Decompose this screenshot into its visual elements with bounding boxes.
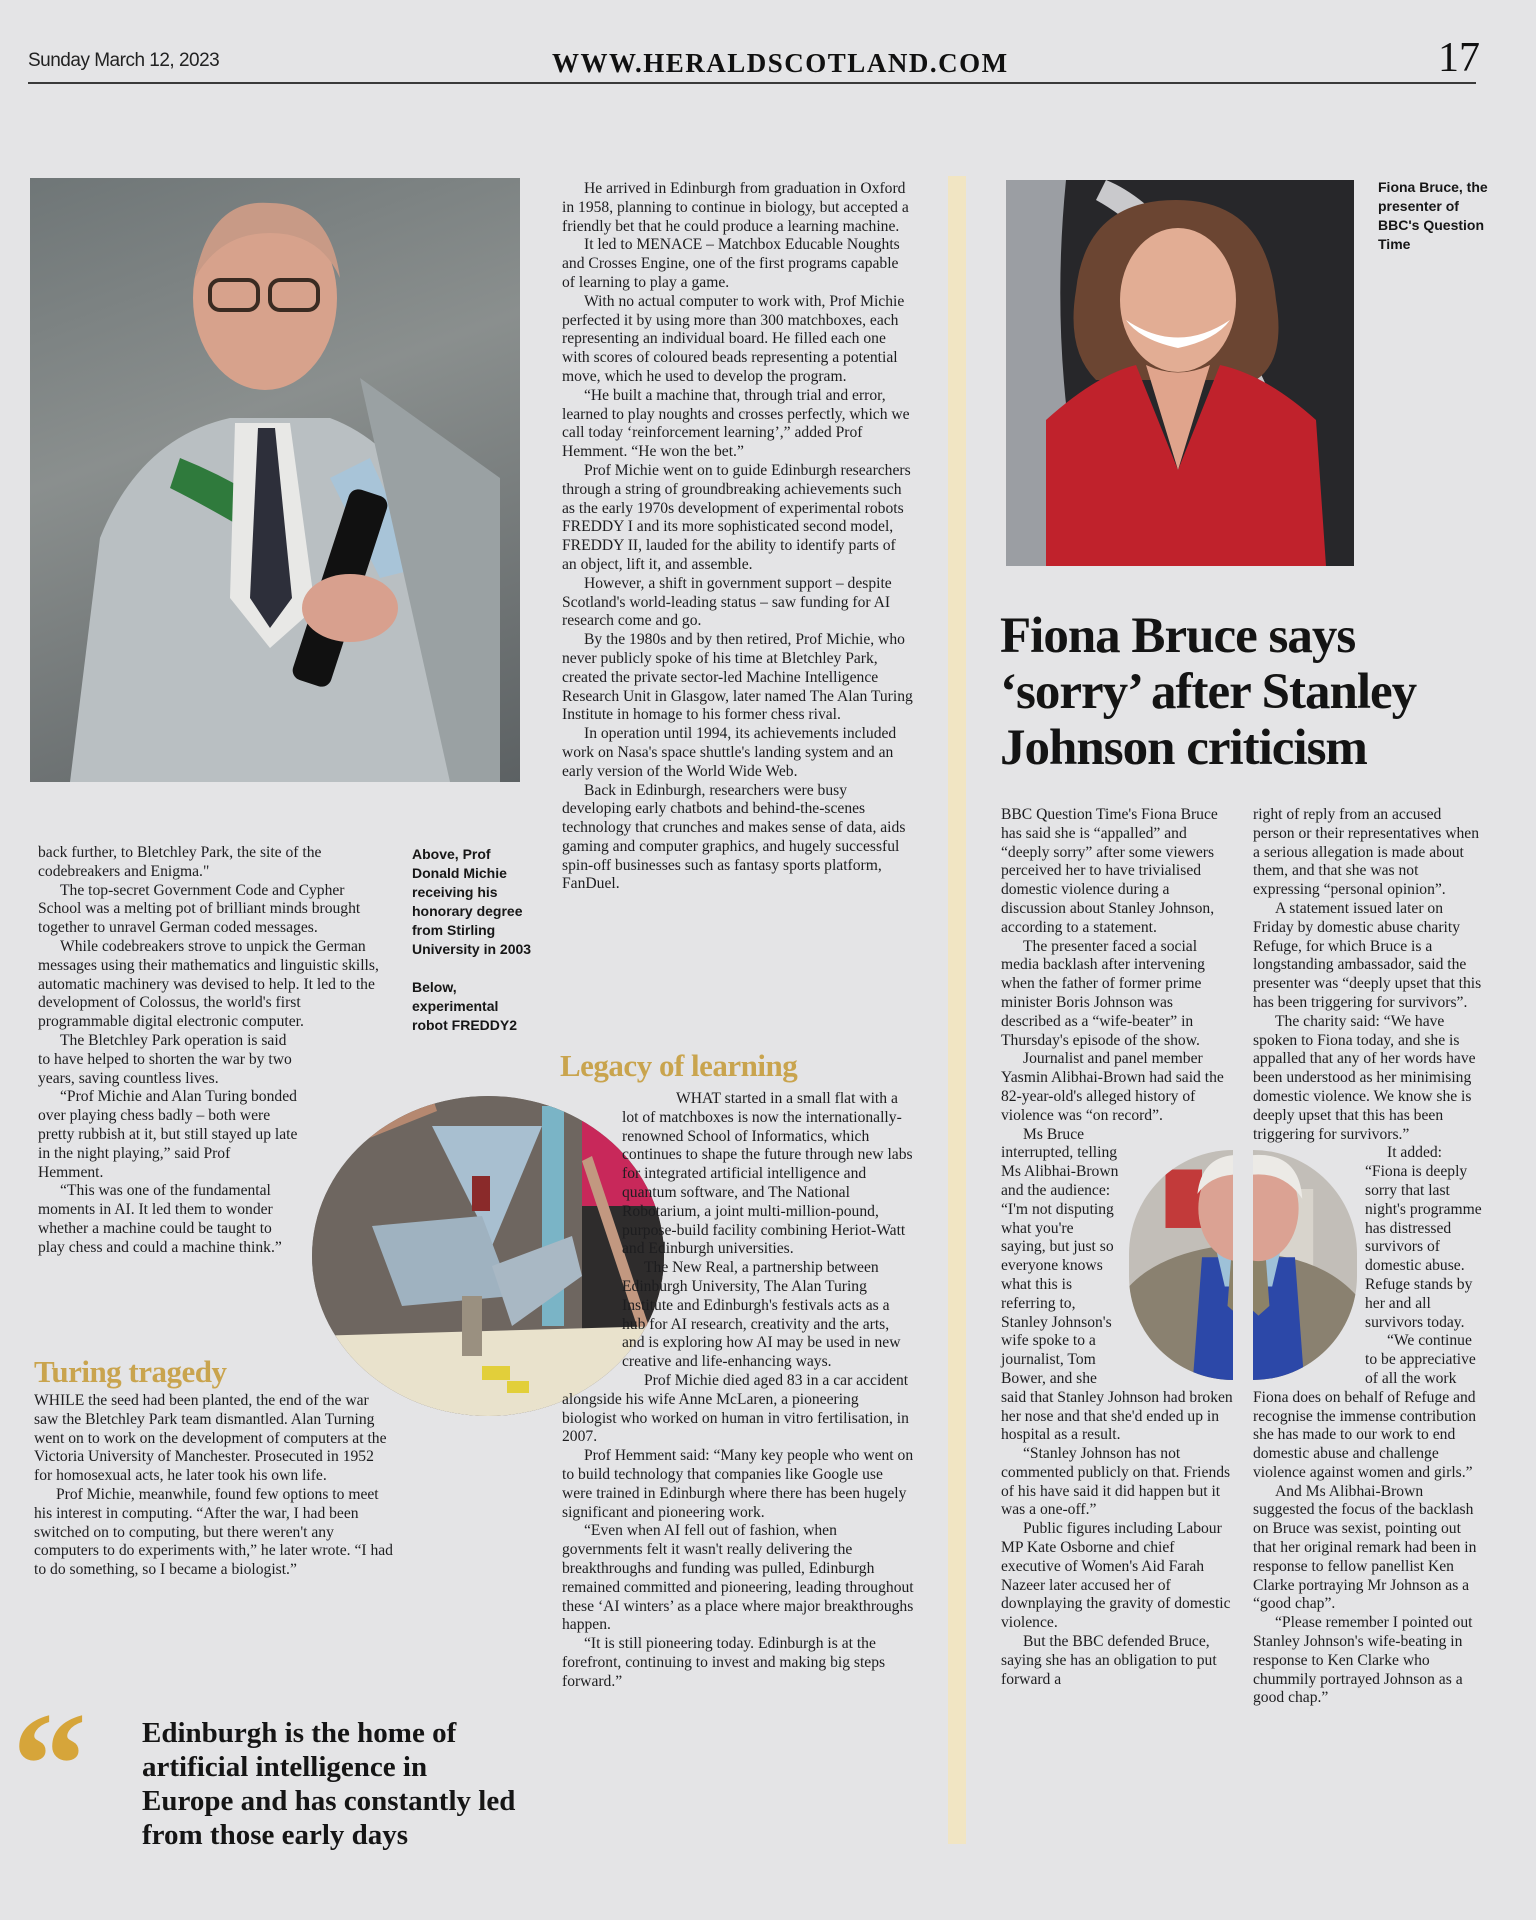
michie-photo-captions	[412, 845, 534, 1054]
pull-quote: Edinburgh is the home of artificial intelligence in Europe and has constantly led from those early days	[142, 1717, 516, 1851]
michie-column-2	[562, 180, 914, 894]
paragraph: back further, to Bletchley Park, the site of the codebreakers and Enigma."	[38, 844, 322, 880]
portrait-photo-icon	[1006, 180, 1354, 566]
paragraph: WHILE the seed had been planted, the end of the war saw the Bletchley Park team dismantled. Alan Turning went on to work on the development of computers at the Victoria University of Manchester. Prosecuted in 1952 for homosexual acts, he later took his own life.	[34, 1392, 387, 1485]
paragraph: However, a shift in government support – despite Scotland's world-leading status – saw funding for AI research come and go.	[562, 574, 892, 630]
robot-photo-caption: Below, experimental robot FREDDY2	[412, 979, 517, 1033]
quote-mark-icon: “	[12, 1682, 87, 1848]
paragraph: “It is still pioneering today. Edinburgh is at the forefront, continuing to invest and making big steps forward.”	[562, 1635, 886, 1690]
paragraph: With no actual computer to work with, Prof Michie perfected it by using more than 300 matchboxes, each representing an individual board. He filled each one with scores of coloured beads representing a potential move, which he used to develop the program.	[562, 292, 905, 385]
page-number: 17	[1438, 35, 1480, 81]
graduation-photo-caption: Above, Prof Donald Michie receiving his honorary degree from Stirling University in 2003	[412, 846, 532, 957]
column-divider	[948, 176, 966, 1844]
issue-date: Sunday March 12, 2023	[28, 50, 220, 71]
paragraph: While codebreakers strove to unpick the German messages using their mathematics and linguistic skills, automatic machinery was devised to help. It led to the development of Colossus, the world's first programmable digital electronic computer.	[38, 937, 379, 1031]
paragraph: “This was one of the fundamental moments in AI. It led them to wonder whether a machine could be taught to play chess and could a machine think.”	[38, 1182, 282, 1256]
paragraph: A statement issued later on Friday by domestic abuse charity Refuge, for which Bruce is a longstanding ambassador, said the presenter was “deeply upset that this has been triggering for survivors”.	[1253, 899, 1482, 1011]
bruce-column-2	[1253, 806, 1485, 1708]
paragraph: Prof Michie died aged 83 in a car accident alongside his wife Anne McLaren, a pioneering biologist who worked on human in vitro fertilisation, in 2007.	[562, 1371, 909, 1446]
paragraph: Prof Hemment said: “Many key people who went on to build technology that companies like Google use were trained in Edinburgh where there has been hugely significant and pioneering work.	[562, 1447, 914, 1521]
bruce-column-1	[1001, 806, 1233, 1689]
paragraph: He arrived in Edinburgh from graduation in Oxford in 1958, planning to continue in biology, but accepted a friendly bet that he could produce a learning machine.	[562, 180, 909, 235]
stanley-johnson-photo	[1129, 1150, 1233, 1380]
paragraph: By the 1980s and by then retired, Prof Michie, who never publicly spoke of his time at Bletchley Park, created the private sector-led Machine Intelligence Research Unit in Glasgow, later named The Alan Turing Institute in homage to his former chess rival.	[562, 631, 913, 724]
paragraph: “Please remember I pointed out Stanley Johnson's wife-beating in response to Ken Clarke who chummily portrayed Johnson as a good chap.”	[1253, 1614, 1473, 1707]
subhead-legacy-of-learning: Legacy of learning	[560, 1048, 798, 1083]
paragraph: The top-secret Government Code and Cypher School was a melting pot of brilliant minds brought together to unravel German coded messages.	[38, 881, 361, 937]
legacy-section	[562, 1090, 914, 1692]
paragraph: And Ms Alibhai-Brown suggested the focus of the backlash on Bruce was sexist, pointing out that her original remark had been in response to fellow panellist Ken Clarke portraying Mr Johnson as a “good chap”.	[1253, 1482, 1477, 1613]
paragraph: “Stanley Johnson has not commented publicly on that. Friends of his have said it did happen but it was a one-off.”	[1001, 1445, 1231, 1519]
masthead-rule	[28, 82, 1476, 84]
fiona-photo-caption: Fiona Bruce, the presenter of BBC's Question Time	[1378, 179, 1488, 252]
paragraph: “Even when AI fell out of fashion, when governments felt it wasn't really delivering the breakthroughs and funding was pulled, Edinburgh remained committed and pioneering, leading throughout these ‘AI winters’ as a place where major breakthroughs happen.	[562, 1522, 914, 1634]
paragraph: The New Real, a partnership between Edinburgh University, The Alan Turing Institute and Edinburgh's festivals acts as a hub for AI research, creativity and the arts, and is exploring how AI may be used in new creative and life-enhancing ways.	[622, 1259, 901, 1371]
portrait-photo-icon	[30, 178, 520, 782]
portrait-photo-icon	[1253, 1150, 1357, 1380]
michie-graduation-photo	[30, 178, 520, 782]
website-url[interactable]: WWW.HERALDSCOTLAND.COM	[552, 48, 1009, 78]
subhead-turing-tragedy: Turing tragedy	[34, 1354, 227, 1389]
paragraph: “Prof Michie and Alan Turing bonded over playing chess badly – both were pretty rubbish at it, but still stayed up late in the night playing,” said Prof Hemment.	[38, 1088, 298, 1181]
paragraph: Journalist and panel member Yasmin Alibhai-Brown had said the 82-year-old's alleged history of violence was “on record”.	[1001, 1050, 1224, 1124]
paragraph: “We continue to be appreciative of all the work Fiona does on behalf of Refuge and recognise the immense contribution she has made to our work to end domestic abuse and challenge violence against women and girls.”	[1253, 1332, 1477, 1481]
paragraph: WHAT started in a small flat with a lot of matchboxes is now the internationally-renowned School of Informatics, which continues to shape the future through new labs for integrated artificial intelligence and quantum software, and The National Robotarium, a joint multi-million-pound, purpose-build facility combining Heriot-Watt and Edinburgh universities.	[622, 1090, 913, 1258]
fiona-bruce-photo	[1006, 180, 1354, 566]
paragraph: Public figures including Labour MP Kate Osborne and chief executive of Women's Aid Farah Nazeer later accused her of downplaying the gravity of domestic violence.	[1001, 1520, 1231, 1632]
paragraph: But the BBC defended Bruce, saying she has an obligation to put forward a	[1001, 1633, 1217, 1688]
stanley-johnson-photo-right-half	[1253, 1150, 1357, 1380]
paragraph: Back in Edinburgh, researchers were busy developing early chatbots and behind-the-scenes technology that crunches and makes sense of data, aids gaming and computer graphics, and hugely successful spin-off businesses such as fantasy sports platform, FanDuel.	[562, 781, 906, 893]
paragraph: The presenter faced a social media backlash after intervening when the father of former prime minister Boris Johnson was described as a “wife-beater” in Thursday's episode of the show.	[1001, 937, 1205, 1049]
paragraph: Prof Michie, meanwhile, found few options to meet his interest in computing. “After the war, I had been switched on to computing, but there weren't any computers to do experiments with,” he later wrote. “I had to do something, so I became a biologist.”	[34, 1485, 393, 1579]
paragraph: “He built a machine that, through trial and error, learned to play noughts and crosses perfectly, which we call today ‘reinforcement learning’,” added Prof Hemment. “He won the bet.”	[562, 386, 910, 461]
paragraph: The charity said: “We have spoken to Fiona today, and she is appalled that any of her words have been understood as her minimising domestic violence. We know she is deeply upset that this has been triggering for survivors.”	[1253, 1012, 1476, 1143]
paragraph: right of reply from an accused person or their representatives when a serious allegation is made about them, and that she was not expressing “personal opinion”.	[1253, 806, 1480, 899]
portrait-photo-icon	[1129, 1150, 1233, 1380]
paragraph: BBC Question Time's Fiona Bruce has said she is “appalled” and “deeply sorry” after some viewers perceived her to have trivialised domestic violence during a discussion about Stanley Johnson, according to a statement.	[1001, 806, 1218, 936]
paragraph: Prof Michie went on to guide Edinburgh researchers through a string of groundbreaking achievements such as the early 1970s development of experimental robots FREDDY I and its more sophisticated second model, FREDDY II, lauded for the ability to identify parts of an object, lift it, and assemble.	[562, 461, 911, 573]
paragraph: It led to MENACE – Matchbox Educable Noughts and Crosses Engine, one of the first programs capable of learning to play a game.	[562, 236, 900, 291]
turing-section	[34, 1392, 394, 1580]
paragraph: It added: “Fiona is deeply sorry that last night's programme has distressed survivors of domestic abuse. Refuge stands by her and all survivors today.	[1365, 1144, 1482, 1331]
robot-wrap-spacer	[502, 1090, 622, 1390]
bruce-headline: Fiona Bruce says ‘sorry’ after Stanley Johnson criticism	[1000, 608, 1417, 776]
paragraph: Ms Bruce interrupted, telling Ms Alibhai-Brown and the audience: “I'm not disputing what you're saying, but just so everyone knows what this is referring to, Stanley Johnson's wife spoke to a journalist, Tom Bower, and she said that Stanley Johnson had broken her nose and that she'd ended up in hospital as a result.	[1001, 1125, 1233, 1444]
paragraph: In operation until 1994, its achievements included work on Nasa's space shuttle's landing system and an early version of the World Wide Web.	[562, 725, 897, 780]
paragraph: The Bletchley Park operation is said to have helped to shorten the war by two years, saving countless lives.	[38, 1031, 292, 1087]
